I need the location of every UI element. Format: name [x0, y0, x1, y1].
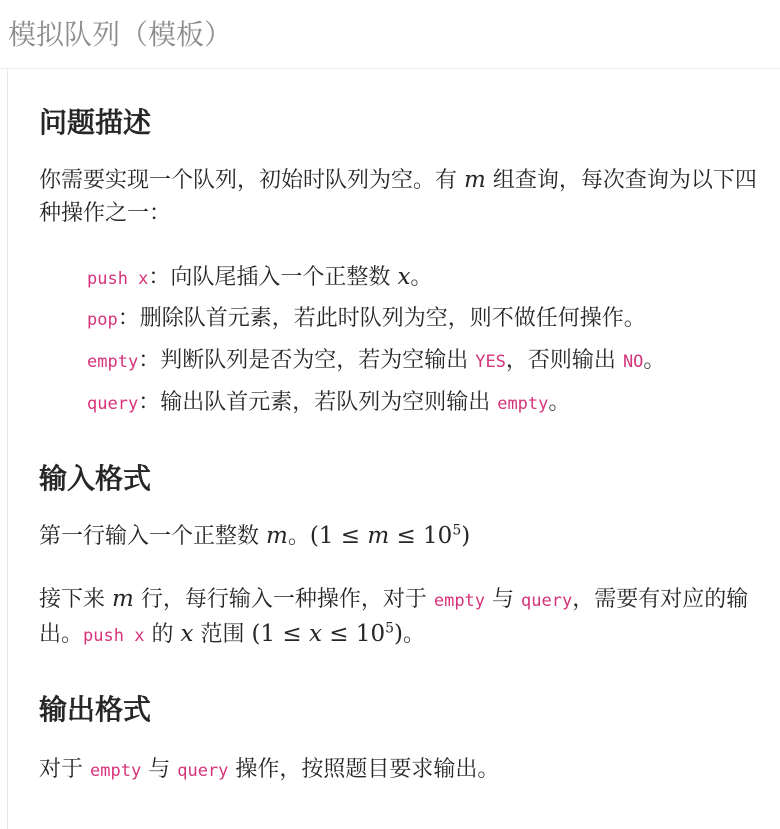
input-line2-text-4: ，需要有对应的输出。: [39, 587, 749, 647]
input-line1-text: 第一行输入一个正整数: [39, 524, 260, 549]
input-line1-var: m: [266, 523, 288, 549]
output-format-heading: 输出格式: [39, 693, 152, 726]
op-text: ：输出队首元素，若队列为空则输出: [138, 390, 491, 415]
input-line2-var: m: [112, 586, 134, 612]
op-text: ：判断队列是否为空，若为空输出: [138, 348, 469, 373]
input-line2-text-2: 行，每行输入一种操作，对于: [140, 587, 427, 612]
input-line1-range-mid: ≤ 10: [389, 523, 453, 549]
output-text-2: 与: [148, 757, 171, 782]
input-line1-range-var: m: [367, 523, 390, 549]
title-bar: [0, 0, 780, 69]
input-line2-code-empty: empty: [433, 591, 486, 611]
input-line2-range-var: x: [308, 621, 322, 647]
input-line2-code-push: push x: [83, 626, 145, 646]
input-line2-end: 。: [403, 622, 426, 647]
op-code: query: [87, 394, 139, 414]
intro-text-1: 你需要实现一个队列，初始时队列为空。有: [39, 168, 458, 193]
input-line2-range-mid: ≤ 10: [321, 621, 386, 647]
input-line2-text-6: 范围: [200, 622, 245, 647]
input-line2-range-exp: 5: [385, 620, 395, 637]
input-line2-range-open: (1 ≤: [251, 621, 309, 647]
op-code: pop: [87, 310, 118, 330]
list-item: [87, 298, 665, 340]
op-text-2: ，否则输出: [505, 348, 616, 373]
op-code-no: NO: [622, 352, 644, 372]
page-title: 模拟队列（模板）: [8, 18, 233, 51]
operation-list: [87, 256, 665, 424]
op-code-yes: YES: [475, 352, 506, 372]
list-item: [87, 340, 665, 382]
input-line1-sep: 。: [287, 524, 310, 549]
output-code-query: query: [177, 761, 229, 781]
output-code-empty: empty: [90, 761, 142, 781]
op-text: ：向队尾插入一个正整数: [148, 265, 391, 290]
input-format-heading: 输入格式: [39, 462, 152, 495]
intro-text-2: 组查询，每次查询为以下四种操作之一：: [39, 168, 757, 226]
input-line2-range-close: ): [394, 621, 404, 647]
op-code-empty: empty: [497, 394, 549, 414]
input-line2-var-x: x: [180, 621, 194, 647]
output-text-1: 对于: [39, 757, 84, 782]
input-line1-range-exp: 5: [452, 522, 462, 539]
op-code: push x: [87, 269, 149, 289]
op-var: x: [397, 264, 411, 290]
description-intro: [39, 164, 764, 230]
input-line2-code-query: query: [521, 591, 573, 611]
output-line: [39, 753, 764, 788]
input-line-1: [39, 520, 764, 553]
intro-var-m: m: [464, 167, 486, 193]
op-code: empty: [87, 352, 139, 372]
output-text-3: 操作，按照题目要求输出。: [235, 757, 500, 782]
op-text-end: 。: [643, 348, 666, 373]
list-item: [87, 256, 665, 298]
input-line2-text-1: 接下来: [39, 587, 106, 612]
input-line-2: [39, 583, 764, 653]
list-item: [87, 382, 665, 424]
input-line2-text-3: 与: [492, 587, 515, 612]
description-heading: 问题描述: [39, 106, 152, 139]
input-line2-text-5: 的: [151, 622, 174, 647]
op-text: ：删除队首元素，若此时队列为空，则不做任何操作。: [117, 306, 646, 331]
input-line1-range-open: (1 ≤: [309, 523, 368, 549]
op-text-end: 。: [548, 390, 571, 415]
input-line1-range-close: ): [461, 523, 471, 549]
op-text-end: 。: [410, 265, 433, 290]
